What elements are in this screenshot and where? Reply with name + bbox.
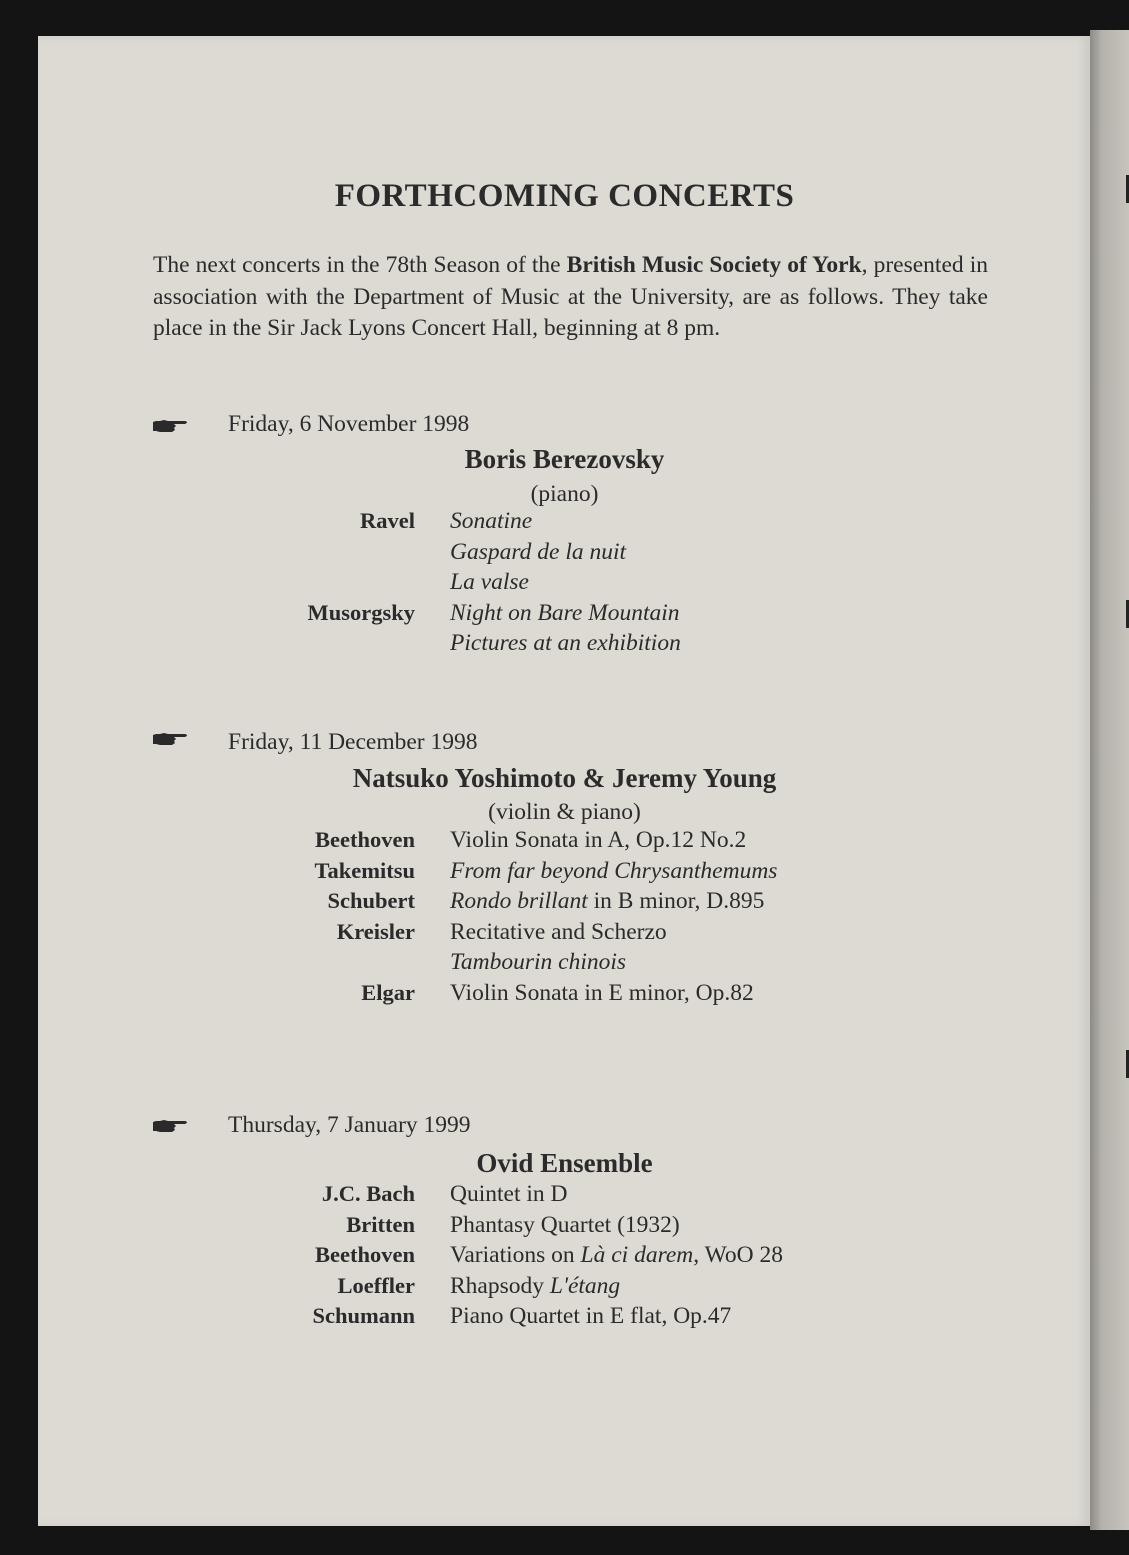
program-row — [0, 539, 1129, 570]
program-row — [0, 1242, 1129, 1273]
program-row — [0, 827, 1129, 858]
program-row — [0, 1212, 1129, 1243]
program-row — [0, 949, 1129, 980]
work-title — [450, 1212, 680, 1239]
composer-name: Musorgsky — [307, 599, 415, 625]
work-title — [450, 539, 626, 566]
program-row — [0, 858, 1129, 889]
program-row — [0, 888, 1129, 919]
work-title — [450, 630, 681, 657]
work-title — [450, 888, 764, 915]
work-title — [450, 980, 754, 1007]
intro-text-start: The next concerts in the 78th Season of the — [153, 252, 567, 278]
work-title-text: Rhapsody — [450, 1272, 550, 1299]
society-name: British Music Society of York — [566, 252, 862, 278]
work-title — [450, 919, 667, 946]
work-title-text: Quintet in D — [450, 1181, 568, 1207]
work-title — [450, 1273, 620, 1300]
intro-text-end: , presented in association with the Department of Music at the University, are as follows. They take place in the Sir Jack Lyons Concert Hall, beginning at 8 pm. — [153, 252, 988, 341]
program-row — [0, 630, 1129, 661]
work-title — [450, 827, 746, 854]
concert-date: Thursday, 7 January 1999 — [228, 1112, 471, 1138]
work-title — [450, 600, 680, 627]
program-row — [0, 569, 1129, 600]
work-title-italic: Rondo brillant — [450, 888, 588, 915]
composer-name: Ravel — [360, 508, 415, 533]
work-title-text: Variations on — [450, 1242, 581, 1269]
pointing-hand-icon — [152, 1118, 190, 1134]
concert-date: Friday, 6 November 1998 — [228, 411, 470, 437]
program-row — [0, 919, 1129, 950]
work-title — [450, 569, 529, 596]
composer-name: Schumann — [312, 1303, 415, 1329]
composer-name: Beethoven — [315, 1242, 415, 1268]
composer-name: Britten — [346, 1211, 415, 1237]
work-title-text: , WoO 28 — [693, 1242, 783, 1269]
program-row — [0, 1181, 1129, 1212]
composer-name: Schubert — [327, 888, 415, 914]
work-title — [450, 1181, 568, 1208]
work-title-italic: L'étang — [549, 1272, 621, 1299]
pointing-hand-icon — [152, 731, 190, 747]
work-title-text: Violin Sonata in E minor, Op.82 — [450, 980, 754, 1006]
work-title — [450, 508, 532, 535]
work-title-italic: Tambourin chinois — [450, 949, 627, 976]
work-title — [450, 949, 626, 976]
work-title-text: Phantasy Quartet (1932) — [450, 1211, 680, 1238]
instrumentation: (violin & piano) — [488, 799, 641, 825]
instrumentation: (piano) — [530, 481, 599, 507]
page-title: FORTHCOMING CONCERTS — [334, 178, 795, 214]
program-row — [0, 980, 1129, 1011]
work-title-italic: Night on Bare Mountain — [450, 599, 680, 626]
concert-date: Friday, 11 December 1998 — [228, 729, 478, 755]
performer-name: Ovid Ensemble — [476, 1148, 653, 1178]
work-title-italic: La valse — [450, 569, 529, 596]
composer-name: Loeffler — [337, 1272, 415, 1298]
work-title-text: in B minor, D.895 — [587, 888, 765, 915]
composer-name: Kreisler — [336, 918, 415, 944]
work-title-text: Recitative and Scherzo — [450, 918, 667, 945]
work-title-text: Violin Sonata in A, Op.12 No.2 — [450, 827, 747, 853]
work-title-italic: Là ci darem — [580, 1242, 694, 1269]
performer-name: Natsuko Yoshimoto & Jeremy Young — [352, 763, 777, 793]
intro-paragraph — [153, 250, 988, 345]
program-row — [0, 508, 1129, 539]
work-title — [450, 1303, 731, 1330]
program-row — [0, 600, 1129, 631]
program-row — [0, 1303, 1129, 1334]
work-title-italic: Sonatine — [450, 508, 533, 534]
work-title-text: Piano Quartet in E flat, Op.47 — [450, 1303, 732, 1330]
work-title-italic: From far beyond Chrysanthemums — [450, 857, 778, 884]
work-title — [450, 858, 777, 885]
work-title — [450, 1242, 783, 1269]
composer-name: Elgar — [361, 980, 415, 1005]
work-title-italic: Pictures at an exhibition — [450, 630, 681, 657]
performer-name: Boris Berezovsky — [464, 444, 665, 474]
program-row — [0, 1273, 1129, 1304]
pointing-hand-icon — [152, 418, 190, 434]
composer-name: Takemitsu — [314, 857, 415, 883]
composer-name: J.C. Bach — [321, 1181, 415, 1206]
composer-name: Beethoven — [315, 827, 415, 852]
work-title-italic: Gaspard de la nuit — [450, 538, 627, 565]
